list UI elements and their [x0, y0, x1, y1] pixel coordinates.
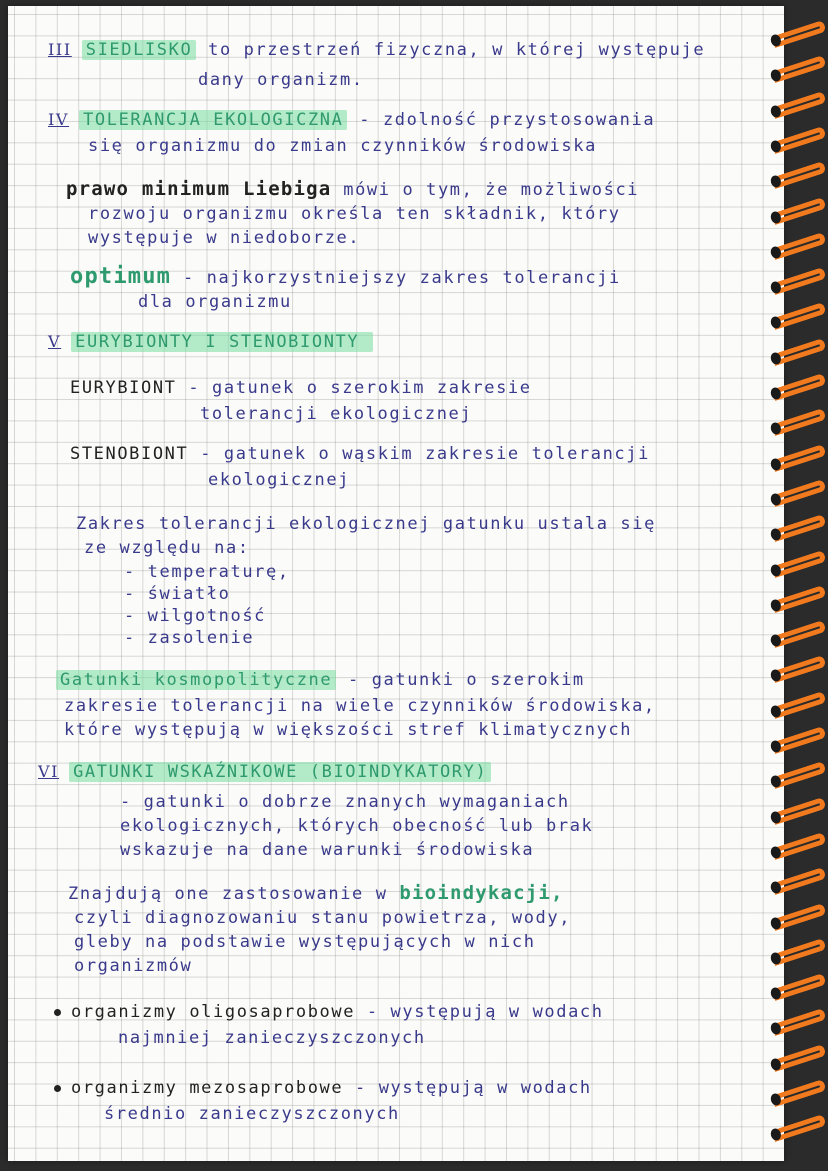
binding-ring — [771, 338, 826, 366]
binding-ring — [771, 267, 826, 295]
binding-ring — [771, 691, 826, 719]
binding-ring — [771, 726, 826, 754]
term-oligosaprobowe: organizmy oligosaprobowe — [71, 1002, 356, 1022]
definition-text: - najkorzystniejszy zakres tolerancji — [182, 268, 621, 288]
zakres-item: - temperaturę, — [124, 562, 290, 582]
binding-ring — [771, 1044, 826, 1072]
liebig-line-2: rozwoju organizmu określa ten składnik, który — [88, 204, 621, 224]
kosmo-line-3: które występują w większości stref klimatycznych — [64, 720, 633, 740]
binding-ring — [771, 761, 826, 789]
binding-ring — [771, 373, 826, 401]
section-vi-line-2: ekologicznych, których obecność lub brak — [120, 816, 594, 836]
section-vi-heading — [38, 762, 491, 782]
zakres-item: - światło — [124, 584, 231, 604]
kosmo-line-1 — [56, 670, 585, 690]
liebig-line-1 — [66, 178, 639, 200]
binding-ring — [771, 1008, 826, 1036]
term-eurybiont: EURYBIONT — [70, 378, 177, 398]
definition-text: - gatunki o szerokim — [348, 670, 585, 690]
definition-text: mówi o tym, że możliwości — [343, 180, 640, 200]
section-number: III — [48, 40, 72, 59]
section-vi-title: GATUNKI WSKAŹNIKOWE (BIOINDYKATORY) — [69, 762, 491, 782]
section-vi-line-3: wskazuje na dane warunki środowiska — [120, 840, 535, 860]
binding-ring — [771, 1079, 826, 1107]
eurybiont-line-1 — [70, 378, 532, 398]
binding-ring — [771, 196, 826, 224]
binding-ring — [771, 620, 826, 648]
section-v-title: EURYBIONTY I STENOBIONTY — [71, 332, 373, 352]
definition-text: - gatunek o wąskim zakresie tolerancji — [200, 444, 650, 464]
definition-text: - zdolność przystosowania — [359, 110, 656, 130]
optimum-line-2: dla organizmu — [138, 292, 292, 312]
term-bioindykacja: bioindykacji, — [399, 882, 564, 904]
section-number: IV — [48, 110, 70, 129]
eurybiont-line-2: tolerancji ekologicznej — [200, 404, 473, 424]
term-tolerancja: TOLERANCJA EKOLOGICZNA — [79, 110, 347, 130]
bioindykacja-line-1 — [68, 882, 564, 904]
bullet-icon — [54, 1009, 61, 1016]
oligo-line-2: najmniej zanieczyszczonych — [118, 1028, 426, 1048]
term-kosmopolityczne: Gatunki kosmopolityczne — [56, 670, 336, 690]
section-number: V — [48, 332, 62, 351]
binding-ring — [771, 1114, 826, 1142]
binding-ring — [771, 408, 826, 436]
mezo-line-2: średnio zanieczyszczonych — [104, 1104, 400, 1124]
binding-ring — [771, 938, 826, 966]
section-number: VI — [38, 762, 60, 781]
term-liebig: prawo minimum Liebiga — [66, 178, 332, 200]
definition-text: - występują w wodach — [355, 1078, 592, 1098]
bioindykacja-line-3: gleby na podstawie występujących w nich — [74, 932, 536, 952]
binding-ring — [771, 91, 826, 119]
definition-text: - gatunek o szerokim zakresie — [188, 378, 532, 398]
section-vi-line-1: - gatunki o dobrze znanych wymaganiach — [120, 792, 570, 812]
zakres-line-2: ze względu na: — [84, 538, 250, 558]
binding-ring — [771, 549, 826, 577]
term-stenobiont: STENOBIONT — [70, 444, 189, 464]
kosmo-line-2: zakresie tolerancji na wiele czynników środowiska, — [64, 696, 656, 716]
zakres-line-1: Zakres tolerancji ekologicznej gatunku ustala się — [76, 514, 656, 534]
binding-ring — [771, 514, 826, 542]
section-iii-line-1 — [48, 40, 705, 60]
definition-text: Znajdują one zastosowanie w — [68, 884, 388, 904]
notebook-page — [8, 6, 784, 1161]
binding-ring — [771, 479, 826, 507]
binding-ring — [771, 20, 826, 48]
binding-ring — [771, 585, 826, 613]
bioindykacja-line-2: czyli diagnozowaniu stanu powietrza, wody, — [74, 908, 572, 928]
liebig-line-3: występuje w niedoborze. — [88, 228, 361, 248]
optimum-line-1 — [70, 264, 621, 289]
term-mezosaprobowe: organizmy mezosaprobowe — [71, 1078, 344, 1098]
binding-ring — [771, 867, 826, 895]
definition-text: - występują w wodach — [366, 1002, 604, 1022]
binding-ring — [771, 55, 826, 83]
section-iii-line-2: dany organizm. — [198, 70, 364, 90]
term-optimum: optimum — [70, 264, 172, 289]
spiral-binding — [768, 0, 828, 1171]
zakres-item: - wilgotność — [124, 606, 267, 626]
stenobiont-line-1 — [70, 444, 650, 464]
binding-ring — [771, 797, 826, 825]
definition-text: to przestrzeń fizyczna, w której występuje — [208, 40, 706, 60]
binding-ring — [771, 232, 826, 260]
binding-ring — [771, 902, 826, 930]
term-siedlisko: SIEDLISKO — [82, 40, 197, 60]
bullet-icon — [54, 1085, 61, 1092]
oligo-line-1 — [54, 1002, 604, 1022]
section-v-heading — [48, 332, 373, 352]
binding-ring — [771, 973, 826, 1001]
section-iv-line-1 — [48, 110, 655, 130]
zakres-item: - zasolenie — [124, 628, 255, 648]
bioindykacja-line-4: organizmów — [74, 956, 193, 976]
mezo-line-1 — [54, 1078, 592, 1098]
section-iv-line-2: się organizmu do zmian czynników środowiska — [88, 136, 597, 156]
stenobiont-line-2: ekologicznej — [208, 470, 351, 490]
binding-ring — [771, 655, 826, 683]
binding-ring — [771, 126, 826, 154]
binding-ring — [771, 444, 826, 472]
binding-ring — [771, 161, 826, 189]
binding-ring — [771, 302, 826, 330]
binding-ring — [771, 832, 826, 860]
